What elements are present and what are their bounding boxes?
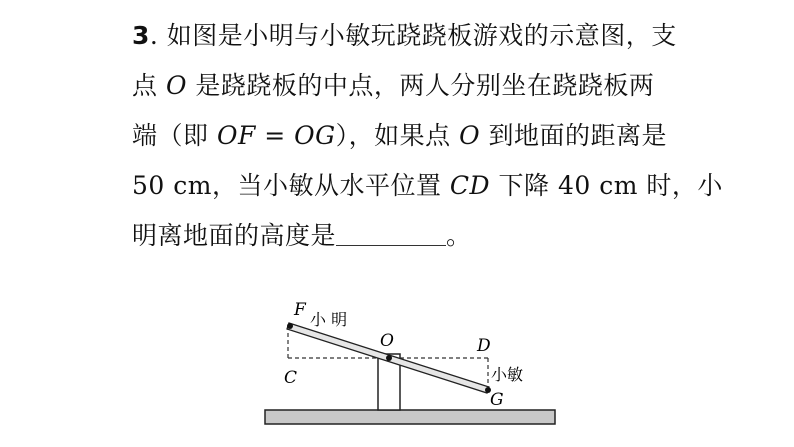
seesaw-diagram bbox=[260, 298, 560, 428]
label-O: O bbox=[380, 331, 394, 351]
text-segment: 下降 40 cm 时，小 bbox=[490, 171, 723, 200]
problem-line-2 bbox=[132, 66, 654, 102]
point-O bbox=[386, 355, 392, 361]
text-segment: 是跷跷板的中点，两人分别坐在跷跷板两 bbox=[186, 71, 655, 100]
label-xiaomin: 小敏 bbox=[491, 365, 524, 384]
problem-line-1 bbox=[132, 16, 677, 52]
text-segment: 50 cm，当小敏从水平位置 bbox=[132, 171, 450, 200]
label-F: F bbox=[294, 300, 306, 320]
seesaw-figure bbox=[260, 298, 560, 428]
label-D: D bbox=[477, 336, 491, 356]
variable-CD: CD bbox=[449, 171, 491, 200]
problem-number: 3 bbox=[132, 21, 150, 50]
label-G: G bbox=[490, 390, 504, 410]
label-xiaoming: 小 明 bbox=[310, 310, 348, 329]
ground bbox=[265, 410, 555, 424]
problem-line-5 bbox=[132, 216, 472, 252]
answer-blank[interactable] bbox=[336, 223, 446, 246]
problem-line-1-text: . 如图是小明与小敏玩跷跷板游戏的示意图，支 bbox=[149, 21, 677, 50]
text-segment: 点 bbox=[132, 71, 166, 100]
point-F bbox=[287, 323, 293, 329]
label-C: C bbox=[284, 368, 298, 388]
problem-line-3 bbox=[132, 116, 667, 152]
text-segment: 明离地面的高度是 bbox=[132, 221, 337, 250]
text-segment: 。 bbox=[446, 221, 472, 250]
variable-O: O bbox=[459, 121, 481, 150]
text-segment: ），如果点 bbox=[335, 121, 460, 150]
text-segment: 端（即 bbox=[132, 121, 217, 150]
variable-O: O bbox=[165, 71, 187, 100]
problem-line-4 bbox=[132, 166, 723, 202]
text-segment: 到地面的距离是 bbox=[480, 121, 668, 150]
equation-OF-OG: OF = OG bbox=[216, 121, 336, 150]
